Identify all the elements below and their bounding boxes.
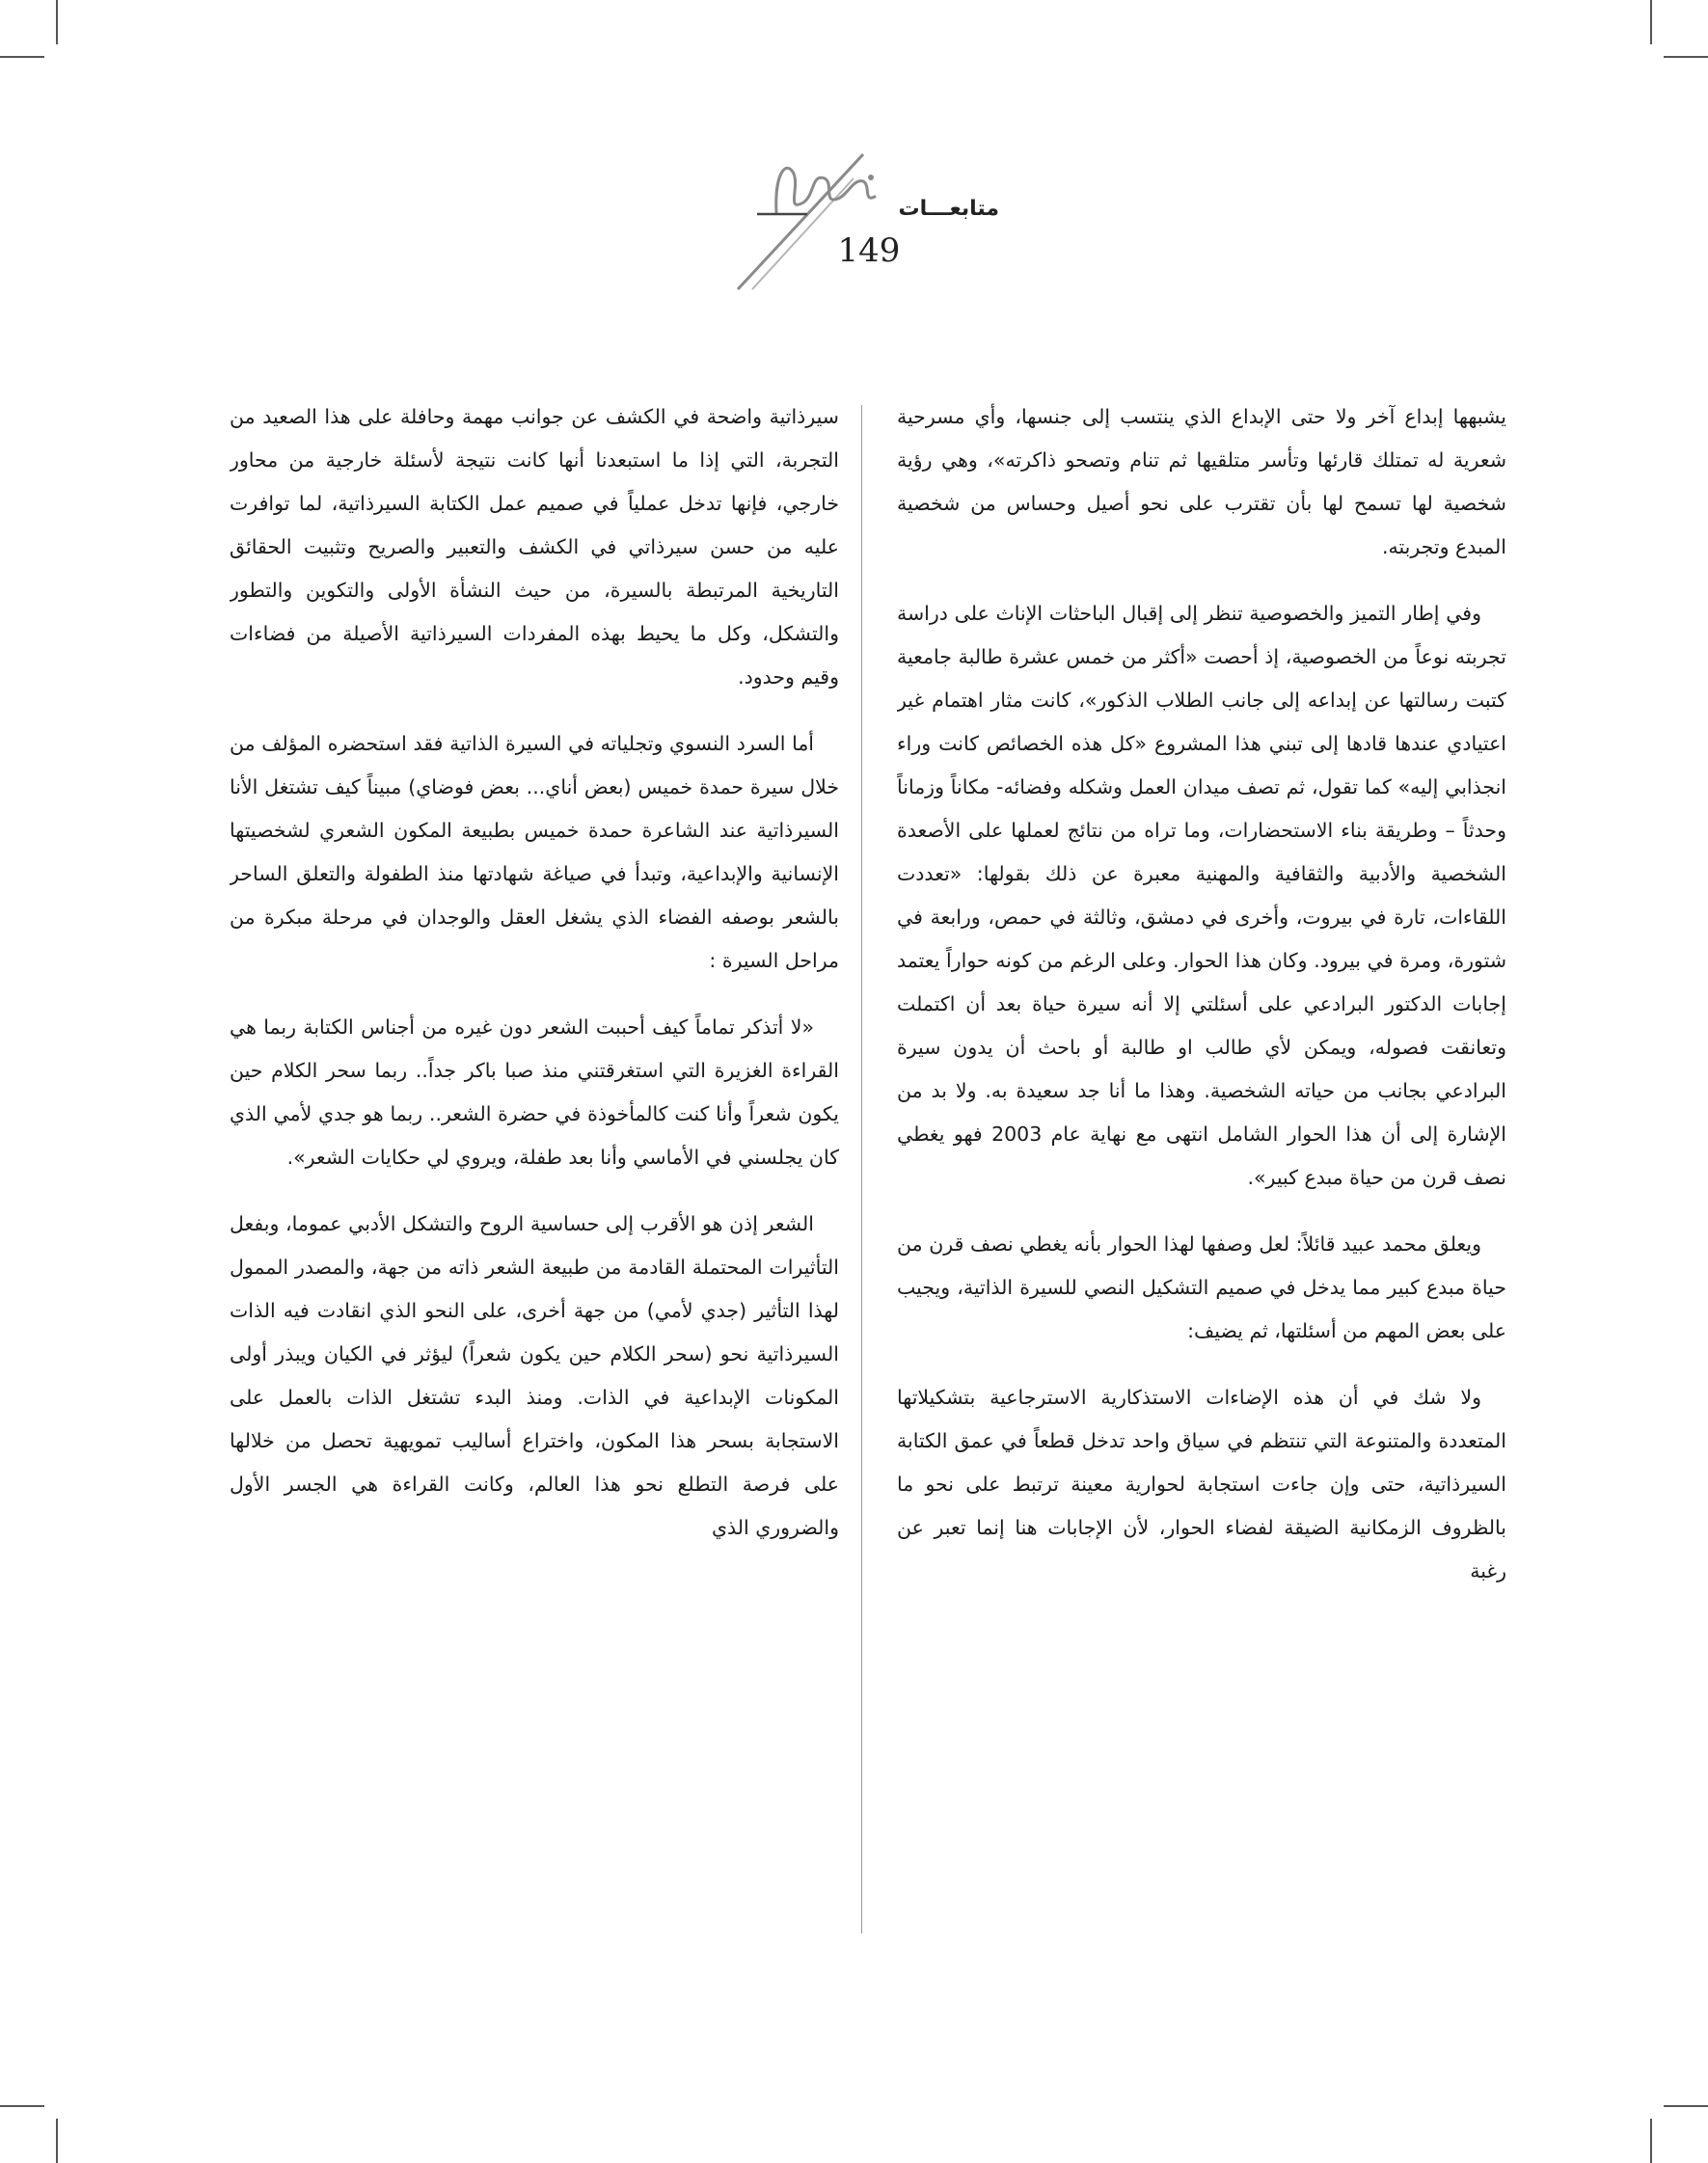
column-divider <box>861 405 862 1933</box>
crop-mark <box>1650 2119 1652 2163</box>
right-column <box>897 395 1506 1938</box>
crop-mark <box>1650 0 1652 44</box>
left-column <box>230 395 839 1938</box>
crop-mark <box>1664 56 1708 58</box>
paragraph: أما السرد النسوي وتجلياته في السيرة الذاتية فقد استحضره المؤلف من خلال سيرة حمدة خميس (بعض أناي... بعض فوضاي) مبيناً كيف تشتغل الأنا السيرذاتية عند الشاعرة حمدة خميس بطبيعة المكون الشعري لشخصيتها الإنسانية والإبداعية، وتبدأ في صياغة شهادتها منذ الطفولة والتعلق الساحر بالشعر بوصفه الفضاء الذي يشغل العقل والوجدان في مرحلة مبكرة من مراحل السيرة : <box>230 732 839 972</box>
section-label: متابعـــات <box>898 197 999 221</box>
paragraph: وفي إطار التميز والخصوصية تنظر إلى إقبال الباحثات الإناث على دراسة تجربته نوعاً من الخصوصية، إذ أحصت «أكثر من خمس عشرة طالبة جامعية كتبت رسالتها عن إبداعه إلى جانب الطلاب الذكور»، كانت مثار اهتمام غير اعتيادي عندها قادها إلى تبني هذا المشروع «كل هذه الخصائص كانت وراء انجذابي إليه» كما تقول، ثم تصف ميدان العمل وشكله وفضائه- مكاناً وزماناً وحدثاً – وطريقة بناء الاستحضارات، وما تراه من نتائج لعملها على الأصعدة الشخصية والأدبية والثقافية والمهنية معبرة عن ذلك بقولها: «تعددت اللقاءات، تارة في بيروت، وأخرى في دمشق، وثالثة في حمص، ورابعة في شتورة، ومرة في بيرود. وكان هذا الحوار. وعلى الرغم من كونه حواراً يعتمد إجابات الدكتور البرادعي على أسئلتي إلا أنه سيرة حياة بعد أن اكتملت وتعانقت فصوله، ويمكن لأي طالب او طالبة أو باحث أن يدون سيرة البرادعي بجانب من حياته الشخصية. وهذا ما أنا جد سعيدة به. ولا بد من الإشارة إلى أن هذا الحوار الشامل انتهى مع نهاية عام 2003 فهو يغطي نصف قرن من حياة مبدع كبير». <box>897 602 1506 1189</box>
paragraph: يشبهها إبداع آخر ولا حتى الإبداع الذي ينتسب إلى جنسها، وأي مسرحية شعرية له تمتلك قارئها وتأسر متلقيها ثم تنام وتصحو ذاكرته»، وهي رؤية شخصية لها تسمح لها بأن تقترب على نحو أصيل وحساس من شخصية المبدع وتجربته. <box>897 405 1506 558</box>
paragraph: ويعلق محمد عبيد قائلاً: لعل وصفها لهذا الحوار بأنه يغطي نصف قرن من حياة مبدع كبير مما يدخل في صميم التشكيل النصي للسيرة الذاتية، ويجيب على بعض المهم من أسئلتها، ثم يضيف: <box>897 1232 1506 1342</box>
crop-mark <box>56 2119 58 2163</box>
page-header <box>0 135 1708 299</box>
crop-mark <box>0 2105 44 2107</box>
paragraph: الشعر إذن هو الأقرب إلى حساسية الروح والتشكل الأدبي عموما، وبفعل التأثيرات المحتملة القادمة من طبيعة الشعر ذاته من جهة، والمصدر الممول لهذا التأثير (جدي لأمي) من جهة أخرى، على النحو الذي انقادت فيه الذات السيرذاتية نحو (سحر الكلام حين يكون شعراً) ليؤثر في الكيان ويبذر أولى المكونات الإبداعية في الذات. ومنذ البدء تشتغل الذات بالعمل على الاستجابة بسحر هذا المكون، واختراع أساليب تمويهية تحصل من خلالها على فرصة التطلع نحو هذا العالم، وكانت القراءة هي الجسر الأول والضروري الذي <box>230 1212 839 1539</box>
paragraph: ولا شك في أن هذه الإضاءات الاستذكارية الاسترجاعية بتشكيلاتها المتعددة والمتنوعة التي تنتظم في سياق واحد تدخل قطعاً في عمق الكتابة السيرذاتية، حتى وإن جاءت استجابة لحوارية معينة ترتبط على نحو ما بالظروف الزمكانية الضيقة لفضاء الحوار، لأن الإجابات هنا إنما تعبر عن رغبة <box>897 1386 1506 1582</box>
journal-logo-icon <box>718 135 902 299</box>
paragraph: سيرذاتية واضحة في الكشف عن جوانب مهمة وحافلة على هذا الصعيد من التجربة، التي إذا ما استبعدنا أنها كانت نتيجة لأسئلة خارجية من محاور خارجي، فإنها تدخل عملياً في صميم عمل الكتابة السيرذاتية، لما توافرت عليه من حسن سيرذاتي في الكشف والتعبير والصريح وتثبيت الحقائق التاريخية المرتبطة بالسيرة، من حيث النشأة الأولى والتكوين والتطور والتشكل، وكل ما يحيط بهذه المفردات السيرذاتية الأصيلة من فضاءات وقيم وحدود. <box>230 405 839 689</box>
page-number: 149 <box>837 231 901 270</box>
crop-mark <box>1664 2105 1708 2107</box>
quote-paragraph: «لا أتذكر تماماً كيف أحببت الشعر دون غيره من أجناس الكتابة ربما هي القراءة الغزيرة التي استغرقتني منذ صبا باكر جداً.. ربما سحر الكلام حين يكون شعراً وأنا كنت كالمأخوذة في حضرة الشعر.. ربما هو جدي لأمي الذي كان يجلسني في الأماسي وأنا بعد طفلة، ويروي لي حكايات الشعر». <box>230 1015 839 1169</box>
crop-mark <box>0 56 44 58</box>
crop-mark <box>56 0 58 44</box>
